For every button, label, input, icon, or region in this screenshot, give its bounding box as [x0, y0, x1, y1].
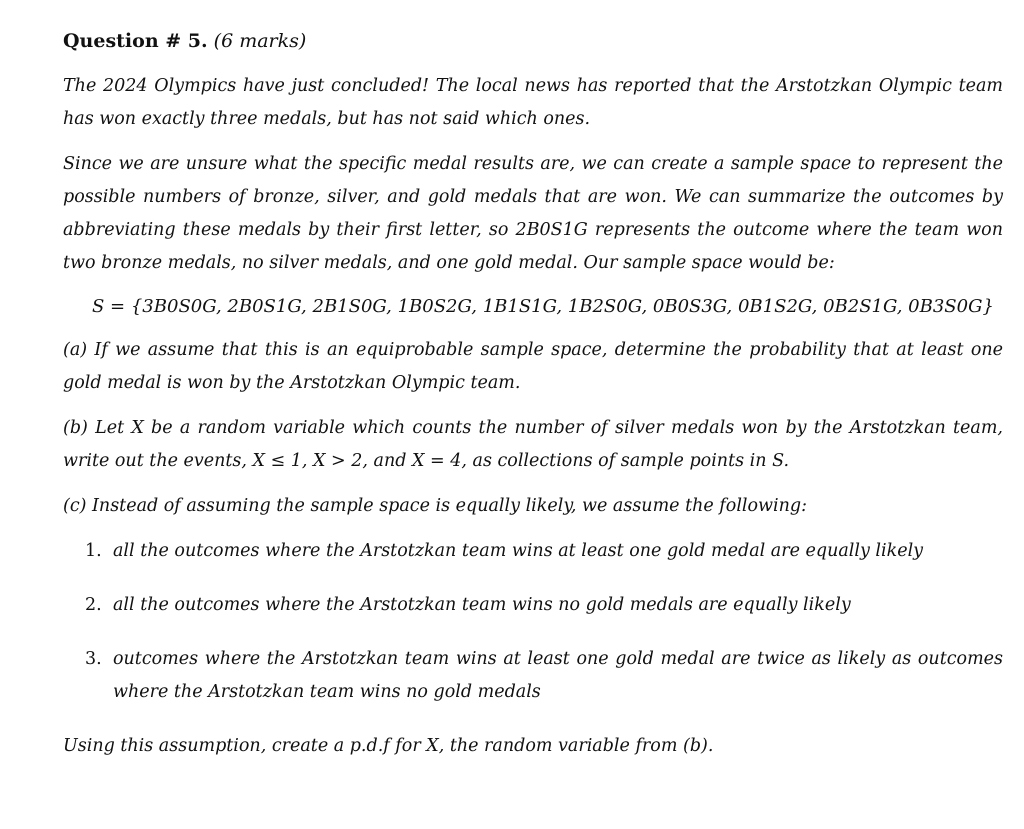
part-b: (b) Let X be a random variable which counts the number of silver medals won by the Arstotzkan team, write out the events, X ≤ 1, X > 2, and X = 4, as collections of sample points in S. — [63, 418, 1003, 471]
question-number: Question # 5. — [63, 30, 208, 52]
sample-space-set: S = {3B0S0G, 2B0S1G, 2B1S0G, 1B0S2G, 1B1S1G, 1B2S0G, 0B0S3G, 0B1S2G, 0B2S1G, 0B3S0G} — [92, 296, 994, 317]
assumption-list — [63, 535, 1003, 709]
intro-paragraph: The 2024 Olympics have just concluded! The local news has reported that the Arstotzkan Olympic team has won exactly three medals, but has not said which ones. — [63, 76, 1003, 129]
list-item-text: all the outcomes where the Arstotzkan team wins at least one gold medal are equally likely — [113, 541, 924, 561]
list-marker: 1. — [85, 541, 102, 561]
part-c: (c) Instead of assuming the sample space is equally likely, we assume the following: — [63, 496, 807, 516]
closing-paragraph: Using this assumption, create a p.d.f for X, the random variable from (b). — [63, 736, 714, 756]
list-item — [63, 589, 1003, 622]
list-item — [63, 643, 1003, 709]
list-item-text: all the outcomes where the Arstotzkan team wins no gold medals are equally likely — [113, 595, 851, 615]
list-item — [63, 535, 1003, 568]
list-item-text: outcomes where the Arstotzkan team wins at least one gold medal are twice as likely as outcomes where the Arstotzkan team wins no gold medals — [113, 649, 1003, 702]
list-marker: 2. — [85, 595, 102, 615]
part-a: (a) If we assume that this is an equiprobable sample space, determine the probability that at least one gold medal is won by the Arstotzkan Olympic team. — [63, 340, 1003, 393]
question-marks: (6 marks) — [213, 30, 307, 52]
sample-space-description: Since we are unsure what the specific medal results are, we can create a sample space to represent the possible numbers of bronze, silver, and gold medals that are won. We can summarize the outcomes by abbreviating these medals by their first letter, so 2B0S1G represents the outcome where the team won two bronze medals, no silver medals, and one gold medal. Our sample space would be: — [63, 154, 1003, 273]
question-header — [63, 26, 1003, 56]
question-document — [63, 26, 1003, 775]
list-marker: 3. — [85, 649, 102, 669]
